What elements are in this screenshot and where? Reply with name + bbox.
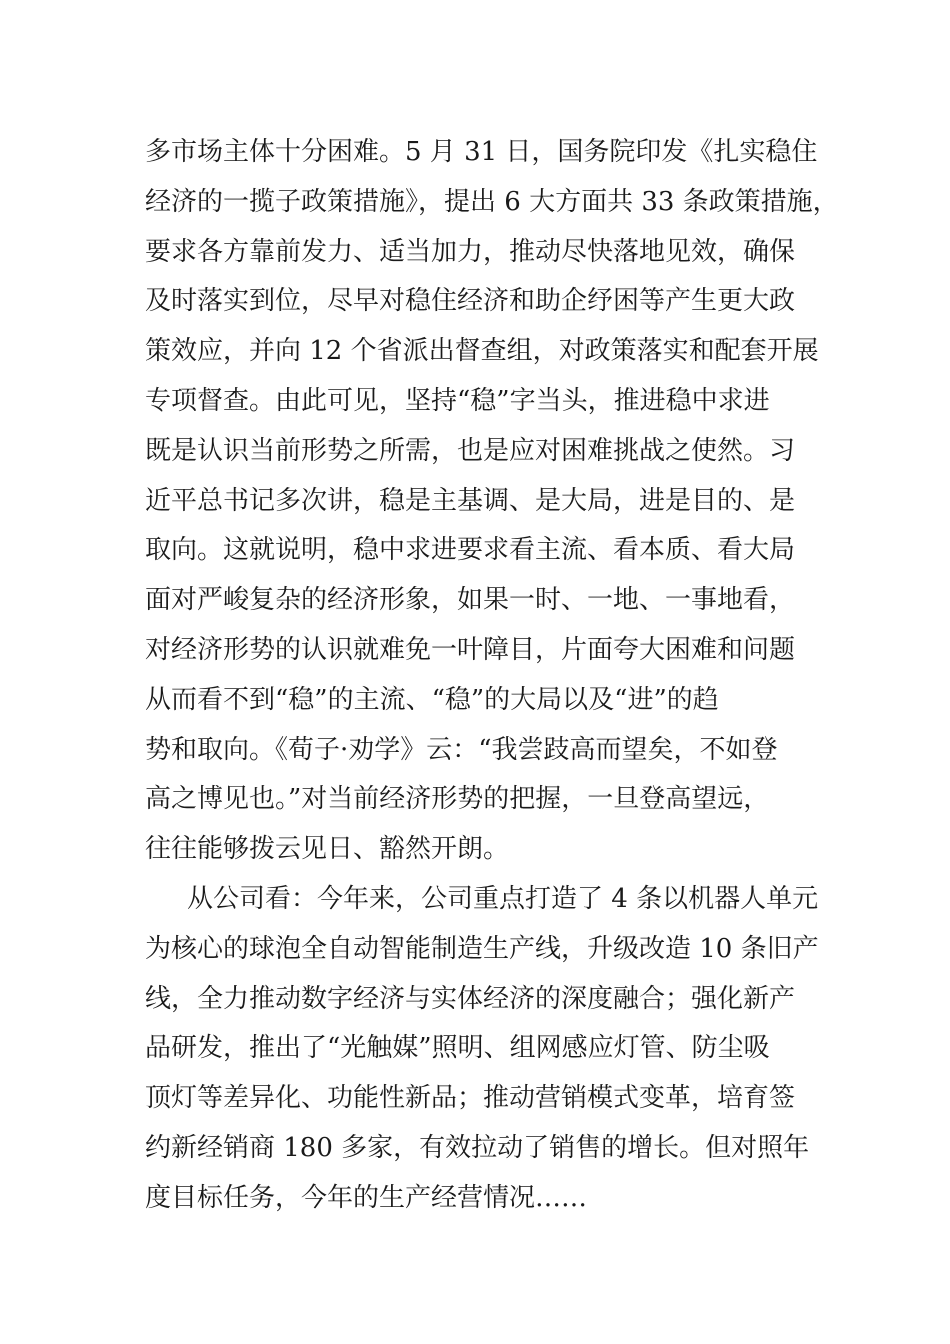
text-line: 既是认识当前形势之所需，也是应对困难挑战之使然。习 [145, 435, 796, 466]
text-line: 度目标任务，今年的生产经营情况…… [145, 1182, 588, 1213]
text-line: 要求各方靠前发力、适当加力，推动尽快落地见效，确保 [145, 236, 796, 267]
text-line: 及时落实到位，尽早对稳住经济和助企纾困等产生更大政 [145, 286, 796, 317]
text-line: 取向。这就说明，稳中求进要求看主流、看本质、看大局 [145, 535, 796, 566]
paragraph-1 [145, 128, 845, 875]
text-line: 线，全力推动数字经济与实体经济的深度融合；强化新产 [145, 983, 796, 1014]
text-line: 顶灯等差异化、功能性新品；推动营销模式变革，培育签 [145, 1083, 796, 1114]
text-line: 多市场主体十分困难。5 月 31 日，国务院印发《扎实稳住 [145, 137, 818, 167]
text-line: 从公司看：今年来，公司重点打造了 4 条以机器人单元 [187, 883, 819, 914]
text-line: 约新经销商 180 多家，有效拉动了销售的增长。但对照年 [145, 1132, 810, 1163]
text-line: 面对严峻复杂的经济形象，如果一时、一地、一事地看， [145, 585, 796, 616]
text-line: 为核心的球泡全自动智能制造生产线，升级改造 10 条旧产 [145, 933, 819, 964]
text-line: 从而看不到“稳”的主流、“稳”的大局以及“进”的趋 [145, 684, 719, 715]
text-line: 对经济形势的认识就难免一叶障目，片面夸大困难和问题 [145, 634, 796, 665]
text-line: 高之博见也。”对当前经济形势的把握，一旦登高望远， [145, 784, 770, 815]
body-text [145, 128, 845, 1224]
text-line: 策效应，并向 12 个省派出督查组，对政策落实和配套开展 [145, 336, 819, 367]
text-line: 近平总书记多次讲，稳是主基调、是大局，进是目的、是 [145, 485, 796, 516]
text-line: 经济的一揽子政策措施》，提出 6 大方面共 33 条政策措施， [145, 186, 839, 217]
text-line: 势和取向。《荀子·劝学》云：“我尝跂高而望矣，不如登 [145, 734, 778, 765]
paragraph-2 [145, 875, 845, 1224]
text-line: 专项督查。由此可见，坚持“稳”字当头，推进稳中求进 [145, 385, 770, 416]
text-line: 往往能够拨云见日、豁然开朗。 [145, 834, 510, 865]
text-line: 品研发，推出了“光触媒”照明、组网感应灯管、防尘吸 [145, 1033, 770, 1064]
